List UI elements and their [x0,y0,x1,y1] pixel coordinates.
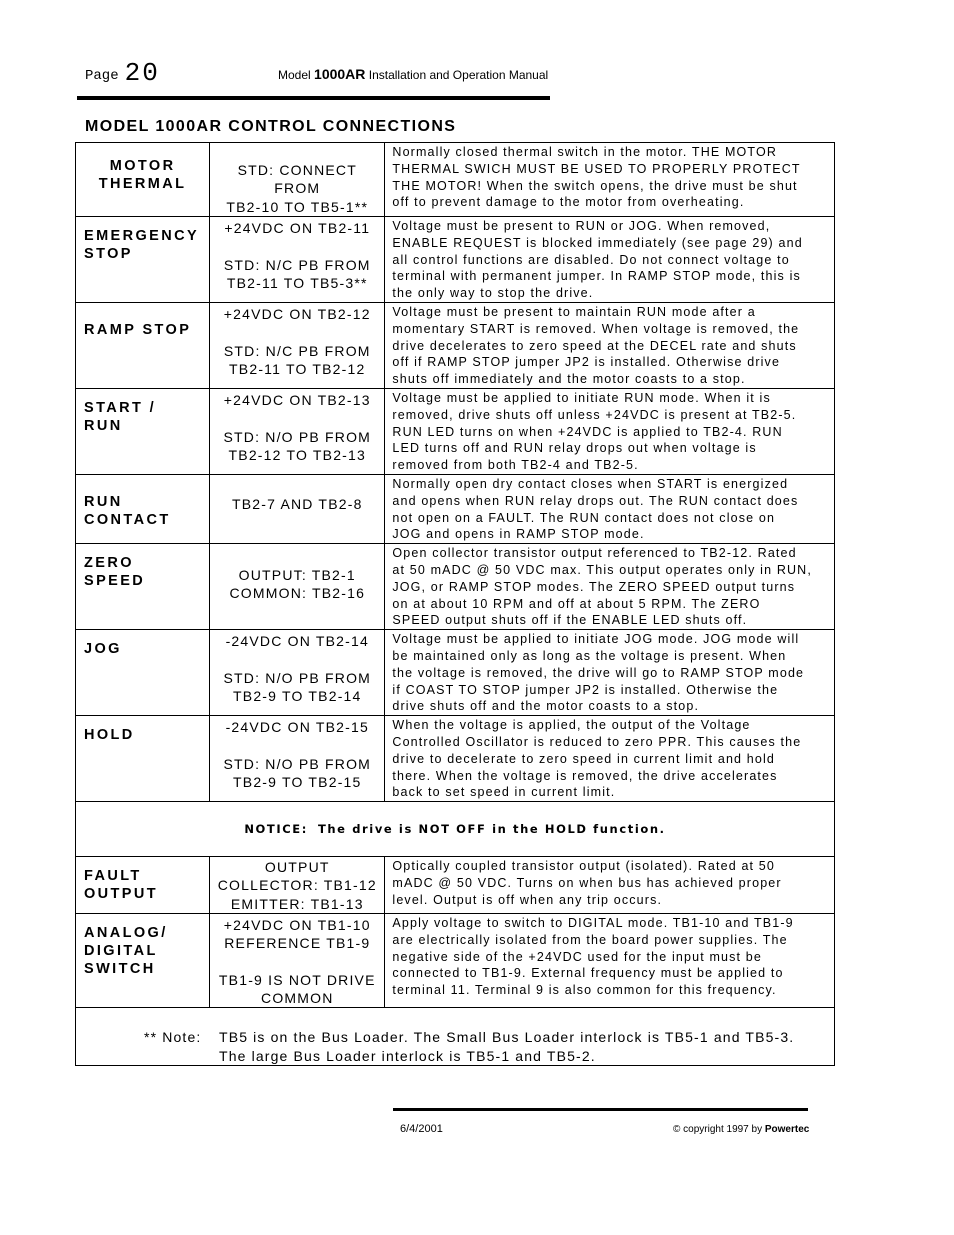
function-description [385,143,834,211]
connection-spec [210,544,384,603]
connection-row [76,143,835,217]
connection-line: +24VDC ON TB2-12 [223,305,371,322]
connection-line: +24VDC ON TB1-10 [223,916,371,933]
connection-line: +24VDC ON TB2-11 [224,220,371,236]
signal-name-line: DIGITAL [84,942,158,959]
connection-row [76,474,835,543]
connection-row [76,913,835,1007]
signal-name [76,475,209,529]
description-line: at 50 mADC @ 50 VDC max. This output operates only in RUN, [392,562,812,577]
description-line: and opens when RUN relay drops out. The RUN contact does [392,493,799,508]
connection-line: +24VDC ON TB2-13 [223,391,371,408]
description-line: there. When the voltage is removed, the drive accelerates [392,768,778,783]
description-line: drive to decelerate to zero speed in current limit and hold [392,751,775,766]
connection-line: TB1-9 IS NOT DRIVE [218,971,376,988]
document-title: Model 1000AR Installation and Operation Manual [278,66,549,82]
description-line: terminal with permanent jumper. In RAMP STOP mode, this is [392,269,801,284]
connection-row [76,716,835,802]
connection-row [76,630,835,716]
footer-rule [393,1108,808,1111]
connection-line: OUTPUT [264,859,330,876]
connection-row [76,217,835,303]
signal-name [76,217,209,263]
connection-line: COMMON: TB2-16 [229,585,366,602]
signal-name-line: HOLD [84,727,135,744]
description-line: Open collector transistor output referenced to TB2-12. Rated [392,546,797,561]
description-line: Normally open dry contact closes when START is energized [392,476,789,491]
description-line: on at about 10 RPM and off at about 5 RPM. The ZERO [392,596,761,611]
description-line: the voltage is removed, the drive will go to RAMP STOP mode [392,665,805,680]
notice-row [76,802,835,857]
description-line: LED turns off and RUN relay drops out when voltage is [392,441,757,456]
description-line: Apply voltage to switch to DIGITAL mode. TB1-10 and TB1-9 [392,915,794,930]
footer-copyright: © copyright 1997 by Powertec [673,1124,810,1135]
connection-spec [210,914,384,1007]
signal-name-line: CONTACT [84,511,171,528]
signal-name-line: ZERO [84,555,134,572]
description-line: SPEED output shuts off if the ENABLE LED shuts off. [392,613,748,628]
function-description [385,914,834,999]
signal-name-line: THERMAL [98,176,187,192]
description-line: terminal 11. Terminal 9 is also common for this frequency. [392,983,777,998]
description-line: the only way to stop the drive. [392,286,594,301]
company-name: Powertec [764,1124,810,1135]
function-description [385,630,834,715]
control-connections-table [75,142,835,1066]
signal-name [76,544,209,590]
description-line: Optically coupled transistor output (isolated). Rated at 50 [392,859,775,874]
connection-line: TB2-9 TO TB2-15 [233,774,362,790]
signal-name [76,716,209,744]
description-line: negative side of the +24VDC used for the input must be [392,949,762,964]
footer-date: 6/4/2001 [400,1123,443,1135]
signal-name-line: JOG [84,641,122,658]
description-line: JOG, or RAMP STOP modes. The ZERO SPEED output turns [392,579,796,594]
footnote-line: The large Bus Loader interlock is TB5-1 and TB5-2. [219,1047,596,1064]
description-line: drive decelerates to zero speed at the DECEL rate and shuts [392,338,797,353]
connection-line: STD: N/O PB FROM [223,669,372,686]
description-line: off to prevent damage to the motor from overheating. [392,195,745,210]
notice-text: The drive is NOT OFF in the HOLD function. [317,822,666,837]
connection-line: TB2-10 TO TB5-1** [226,198,369,215]
description-line: drive shuts off and the motor coasts to a stop. [392,699,700,714]
description-line: not open on a FAULT. The RUN contact does not close on [392,510,776,525]
spacer [212,409,382,427]
spacer [212,953,382,971]
connection-spec [210,475,384,513]
connection-line: FROM [274,180,321,197]
connection-spec [210,217,384,292]
signal-name-line: SWITCH [84,960,156,977]
connection-spec [210,143,384,216]
description-line: Voltage must be present to RUN or JOG. When removed, [392,219,771,233]
connection-line: TB2-9 TO TB2-14 [233,688,362,705]
footnote-line: TB5 is on the Bus Loader. The Small Bus Loader interlock is TB5-1 and TB5-3. [219,1029,795,1046]
spacer [212,650,382,668]
signal-name-line: ANALOG/ [84,924,168,941]
signal-name [76,303,209,339]
description-line: off if RAMP STOP jumper JP2 is installed. Otherwise drive [392,355,781,370]
signal-name-line: FAULT [84,868,142,885]
description-line: mADC @ 50 VDC. Turns on when bus has achieved proper [392,875,782,890]
connection-spec [210,303,384,378]
description-line: all control functions are disabled. Do not connect voltage to [392,252,790,267]
connection-row [76,857,835,914]
notice [76,802,834,836]
signal-name-line: START / [84,399,157,416]
connection-line: -24VDC ON TB2-15 [225,719,369,736]
page-label: Page [85,68,119,84]
function-description [385,857,834,908]
description-line: When the voltage is applied, the output of the Voltage [392,718,751,733]
signal-name [76,143,209,193]
description-line: JOG and opens in RAMP STOP mode. [392,527,645,542]
spacer [212,736,382,754]
description-line: are electrically isolated from the board power supplies. The [392,932,788,947]
section-title: MODEL 1000AR CONTROL CONNECTIONS [85,118,457,135]
connection-row [76,544,835,630]
connection-row [76,388,835,474]
connection-line: TB2-7 AND TB2-8 [232,495,363,512]
signal-name [76,914,209,978]
description-line: Normally closed thermal switch in the motor. THE MOTOR [392,145,778,159]
description-line: THERMAL SWICH MUST BE USED TO PROPERLY PROTECT [392,161,801,176]
footnote-row [76,1008,835,1066]
connection-line: TB2-12 TO TB2-13 [228,446,367,463]
connection-line: EMITTER: TB1-13 [230,895,364,912]
description-line: level. Output is off when any trip occurs. [392,892,663,907]
signal-name-line: SPEED [84,573,146,590]
footnote-label: ** Note: [144,1029,202,1046]
signal-name-line: EMERGENCY [84,228,200,244]
connection-row [76,302,835,388]
connection-line: -24VDC ON TB2-14 [225,633,369,650]
connection-line: TB2-11 TO TB2-12 [229,360,366,377]
connection-spec [210,857,384,913]
connection-line: OUTPUT: TB2-1 [238,567,356,584]
description-line: momentary START is removed. When voltage is removed, the [392,321,800,336]
description-line: Controlled Oscillator is reduced to zero PPR. This causes the [392,734,802,749]
footnote [76,1008,834,1065]
function-description [385,475,834,543]
spacer [212,237,382,255]
description-line: if COAST TO STOP jumper JP2 is installed. Otherwise the [392,682,779,697]
page-number [85,58,160,88]
signal-name-line: RUN [84,493,123,510]
function-description [385,217,834,302]
description-line: back to set speed in current limit. [392,785,616,800]
connection-spec [210,630,384,705]
function-description [385,303,834,388]
description-line: ENABLE REQUEST is blocked immediately (see page 29) and [392,235,803,250]
description-line: RUN LED turns on when +24VDC is applied to TB2-4. RUN [392,424,783,439]
function-description [385,716,834,801]
function-description [385,389,834,474]
description-line: removed from both TB2-4 and TB2-5. [392,458,639,473]
connection-line: STD: N/C PB FROM [223,342,371,359]
description-line: be maintained only as long as the voltage is present. When [392,648,787,663]
description-line: Voltage must be applied to initiate RUN mode. When it is [392,390,771,405]
description-line: removed, drive shuts off unless +24VDC is present at TB2-5. [392,407,797,422]
description-line: THE MOTOR! When the switch opens, the drive must be shut [392,178,798,193]
connection-line: REFERENCE TB1-9 [224,935,371,952]
signal-name-line: MOTOR [109,158,176,174]
connection-spec [210,716,384,791]
connection-line: COMMON [261,990,334,1007]
description-line: Voltage must be present to maintain RUN mode after a [392,304,756,319]
description-line: shuts off immediately and the motor coasts to a stop. [392,372,746,387]
spacer [212,323,382,341]
model-name: 1000AR [314,66,366,82]
connection-line: STD: N/O PB FROM [223,428,372,445]
connection-line: STD: N/O PB FROM [223,755,372,772]
function-description [385,544,834,629]
signal-name-line: RAMP STOP [84,321,192,338]
description-line: Voltage must be applied to initiate JOG mode. JOG mode will [392,632,800,647]
header-rule [77,96,550,100]
description-line: connected to TB1-9. External frequency must be applied to [392,966,784,981]
notice-label: NOTICE: [244,822,308,837]
signal-name-line: STOP [84,246,133,262]
signal-name [76,857,209,903]
page-number-value: 20 [124,58,160,88]
connection-spec [210,389,384,464]
connection-line: STD: CONNECT [237,162,357,178]
signal-name [76,630,209,658]
signal-name-line: OUTPUT [84,886,159,903]
connection-line: TB2-11 TO TB5-3** [226,274,368,291]
signal-name-line: RUN [84,417,123,434]
signal-name [76,389,209,435]
connection-line: STD: N/C PB FROM [223,256,371,273]
connection-line: COLLECTOR: TB1-12 [217,877,377,894]
